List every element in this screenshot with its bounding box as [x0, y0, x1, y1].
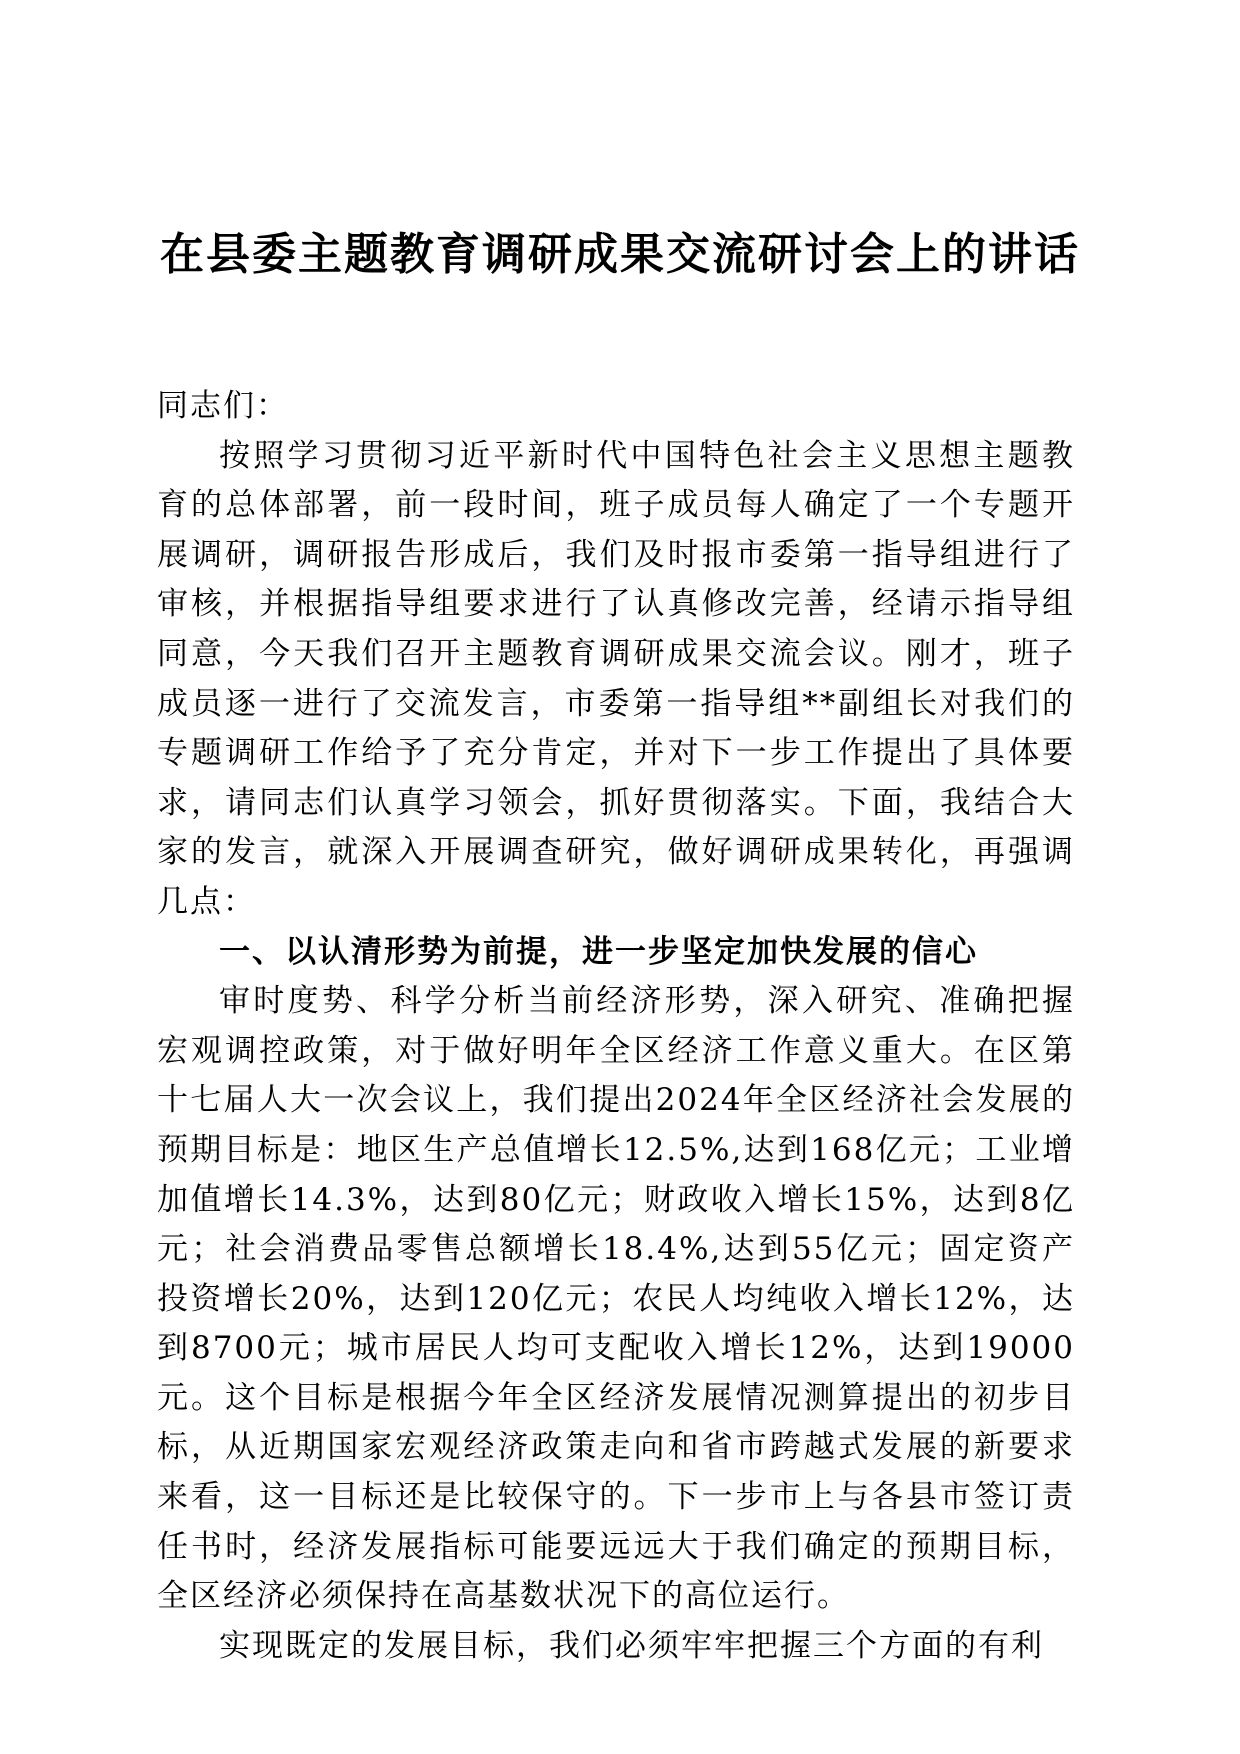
section-paragraph: 审时度势、科学分析当前经济形势，深入研究、准确把握宏观调控政策，对于做好明年全区经济工作意义重大。在区第十七届人大一次会议上，我们提出2024年全区经济社会发展的预期目标是：地区生产总值增长12.5%,达到168亿元；工业增加值增长14.3%，达到80亿元；财政收入增长15%，达到8亿元；社会消费品零售总额增长18.4%,达到55亿元；固定资产投资增长20%，达到120亿元；农民人均纯收入增长12%，达到8700元；城市居民人均可支配收入增长12%，达到19000元。这个目标是根据今年全区经济发展情况测算提出的初步目标，从近期国家宏观经济政策走向和省市跨越式发展的新要求来看，这一目标还是比较保守的。下一步市上与各县市签订责任书时，经济发展指标可能要远远大于我们确定的预期目标，全区经济必须保持在高基数状况下的高位运行。: [157, 983, 1075, 1615]
intro-paragraph: 按照学习贯彻习近平新时代中国特色社会主义思想主题教育的总体部署，前一段时间，班子成员每人确定了一个专题开展调研，调研报告形成后，我们及时报市委第一指导组进行了审核，并根据指导组要求进行了认真修改完善，经请示指导组同意，今天我们召开主题教育调研成果交流会议。刚才，班子成员逐一进行了交流发言，市委第一指导组**副组长对我们的专题调研工作给予了充分肯定，并对下一步工作提出了具体要求，请同志们认真学习领会，抓好贯彻落实。下面，我结合大家的发言，就深入开展调查研究，做好调研成果转化，再强调几点：: [157, 437, 1075, 920]
section-paragraph: 实现既定的发展目标，我们必须牢牢把握三个方面的有利: [219, 1627, 1044, 1664]
document-title: 在县委主题教育调研成果交流研讨会上的讲话: [160, 229, 1080, 280]
salutation: 同志们：: [157, 388, 289, 424]
document-body: [157, 382, 1075, 1671]
section-heading: 一、以认清形势为前提，进一步坚定加快发展的信心: [219, 933, 978, 970]
